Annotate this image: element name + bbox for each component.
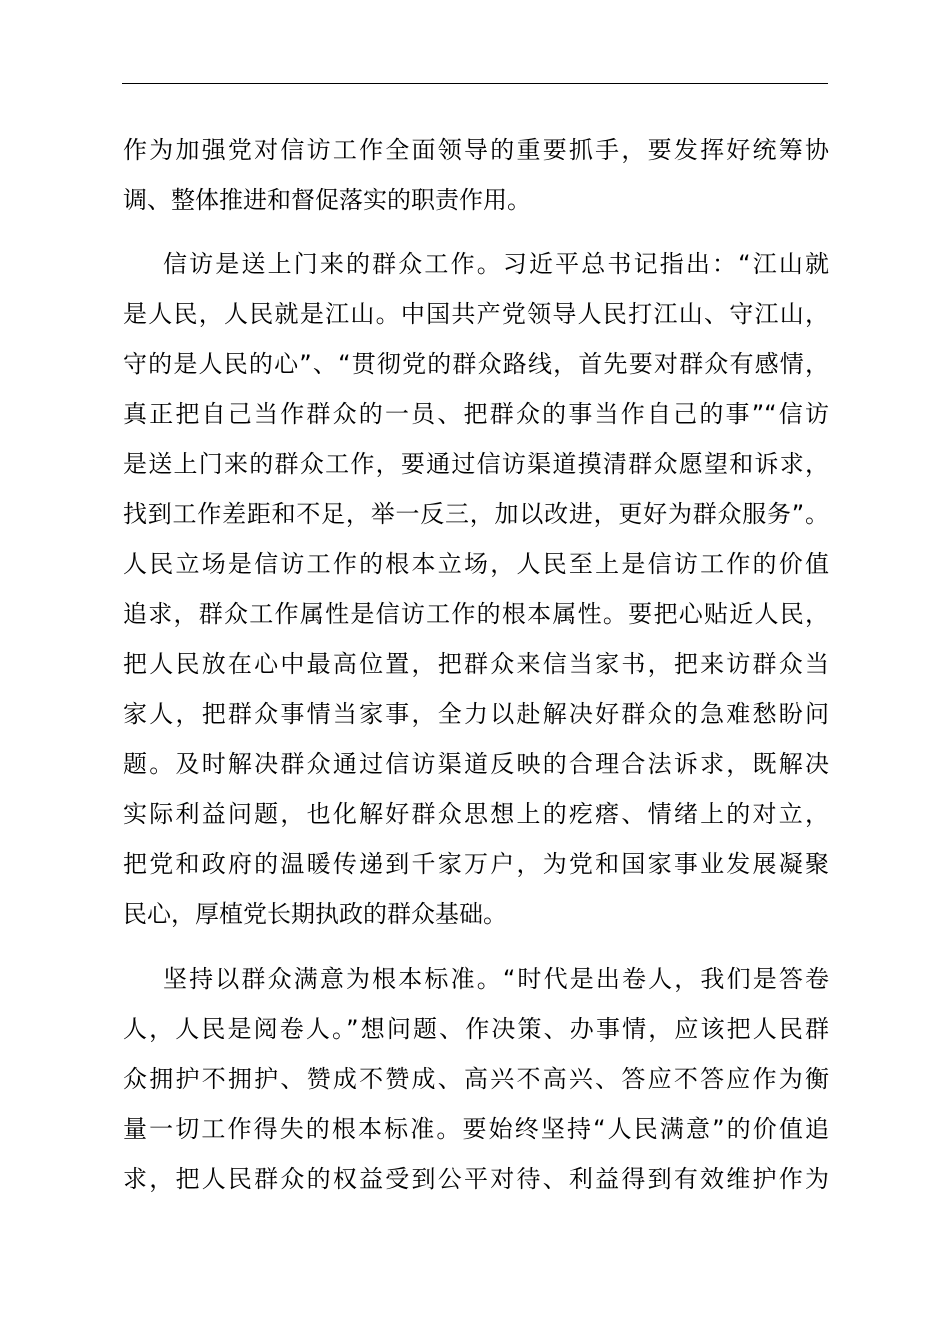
paragraph-3 [123,954,829,1204]
paragraph-line: 坚持以群众满意为根本标准。“时代是出卷人，我们是答卷 [163,965,829,993]
paragraph-line: 民心，厚植党长期执政的群众基础。 [123,900,507,928]
paragraph-line: 题。及时解决群众通过信访渠道反映的合理合法诉求，既解决 [123,750,829,778]
paragraph-line: 作为加强党对信访工作全面领导的重要抓手，要发挥好统筹协 [123,136,829,164]
paragraph-1 [123,125,829,225]
paragraph-line: 把党和政府的温暖传递到千家万户，为党和国家事业发展凝聚 [123,850,829,878]
paragraph-line: 是送上门来的群众工作，要通过信访渠道摸清群众愿望和诉求， [123,450,829,478]
paragraph-line: 人，人民是阅卷人。”想问题、作决策、办事情，应该把人民群 [123,1015,829,1043]
paragraph-line: 是人民，人民就是江山。中国共产党领导人民打江山、守江山， [123,300,829,328]
paragraph-line: 追求，群众工作属性是信访工作的根本属性。要把心贴近人民， [123,600,829,628]
paragraph-line: 人民立场是信访工作的根本立场，人民至上是信访工作的价值 [123,550,829,578]
paragraph-line: 众拥护不拥护、赞成不赞成、高兴不高兴、答应不答应作为衡 [123,1065,829,1093]
paragraph-2 [123,239,829,939]
paragraph-line: 家人，把群众事情当家事，全力以赴解决好群众的急难愁盼问 [123,700,829,728]
paragraph-line: 调、整体推进和督促落实的职责作用。 [123,186,531,214]
paragraph-line: 求，把人民群众的权益受到公平对待、利益得到有效维护作为 [123,1165,829,1193]
paragraph-line: 真正把自己当作群众的一员、把群众的事当作自己的事”“信访 [123,400,829,428]
paragraph-line: 信访是送上门来的群众工作。习近平总书记指出：“江山就 [163,250,829,278]
header-rule [122,83,828,84]
paragraph-line: 找到工作差距和不足，举一反三，加以改进，更好为群众服务”。 [123,500,829,528]
paragraph-line: 守的是人民的心”、“贯彻党的群众路线，首先要对群众有感情， [123,350,829,378]
paragraph-line: 实际利益问题，也化解好群众思想上的疙瘩、情绪上的对立， [123,800,829,828]
paragraph-line: 把人民放在心中最高位置，把群众来信当家书，把来访群众当 [123,650,829,678]
paragraph-line: 量一切工作得失的根本标准。要始终坚持“人民满意”的价值追 [123,1115,829,1143]
